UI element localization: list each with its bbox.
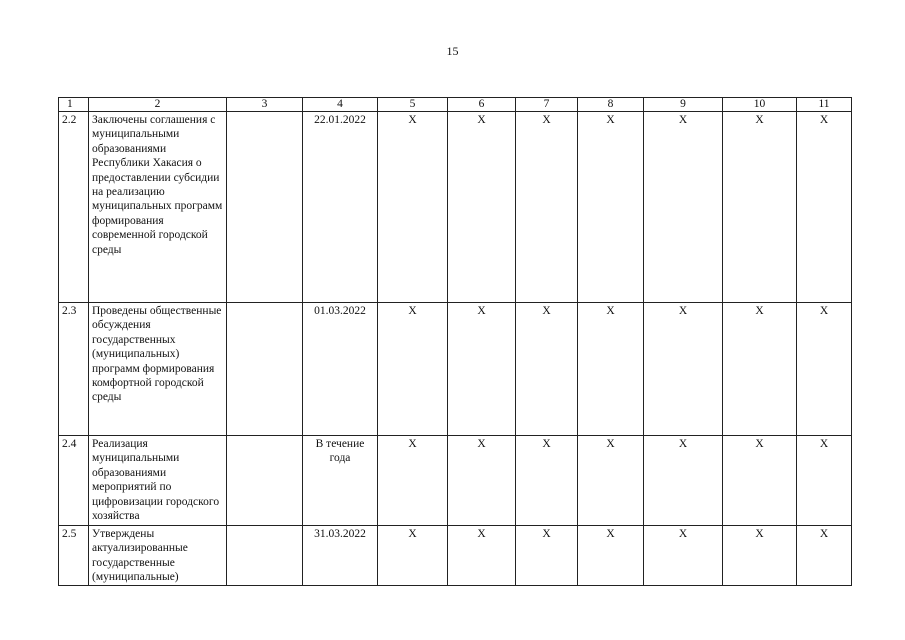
row-mark: Х xyxy=(644,303,723,436)
row-col3 xyxy=(227,526,303,586)
row-col3 xyxy=(227,303,303,436)
row-mark: Х xyxy=(644,436,723,526)
header-cell: 6 xyxy=(448,98,516,112)
header-cell: 9 xyxy=(644,98,723,112)
row-mark: Х xyxy=(723,112,797,303)
row-name: Проведены общественные обсуждения государственных (муниципальных) программ формирования комфортной городской среды xyxy=(89,303,227,436)
row-mark: Х xyxy=(644,526,723,586)
row-mark: Х xyxy=(578,526,644,586)
row-mark: Х xyxy=(723,436,797,526)
table-row xyxy=(59,112,852,303)
row-mark: Х xyxy=(378,526,448,586)
row-mark: Х xyxy=(516,526,578,586)
row-number: 2.4 xyxy=(59,436,89,526)
table-row xyxy=(59,526,852,586)
row-date: 22.01.2022 xyxy=(303,112,378,303)
row-mark: Х xyxy=(723,303,797,436)
table-row xyxy=(59,303,852,436)
row-name: Заключены соглашения с муниципальными образованиями Республики Хакасия о предоставлении субсидии на реализацию муниципальных программ формирования современной городской среды xyxy=(89,112,227,303)
row-name: Утверждены актуализированные государственные (муниципальные) xyxy=(89,526,227,586)
row-date: В течение года xyxy=(303,436,378,526)
plan-table xyxy=(58,97,852,586)
row-mark: Х xyxy=(578,436,644,526)
header-cell: 2 xyxy=(89,98,227,112)
row-mark: Х xyxy=(448,112,516,303)
row-mark: Х xyxy=(516,112,578,303)
row-mark: Х xyxy=(723,526,797,586)
header-cell: 11 xyxy=(797,98,852,112)
row-mark: Х xyxy=(797,303,852,436)
table-row xyxy=(59,436,852,526)
row-mark: Х xyxy=(448,526,516,586)
row-mark: Х xyxy=(797,436,852,526)
row-mark: Х xyxy=(378,112,448,303)
row-number: 2.3 xyxy=(59,303,89,436)
row-mark: Х xyxy=(448,303,516,436)
row-mark: Х xyxy=(797,112,852,303)
row-mark: Х xyxy=(378,436,448,526)
header-cell: 8 xyxy=(578,98,644,112)
row-date: 31.03.2022 xyxy=(303,526,378,586)
row-mark: Х xyxy=(797,526,852,586)
header-cell: 10 xyxy=(723,98,797,112)
row-mark: Х xyxy=(516,436,578,526)
row-col3 xyxy=(227,436,303,526)
row-mark: Х xyxy=(578,112,644,303)
row-number: 2.5 xyxy=(59,526,89,586)
header-cell: 5 xyxy=(378,98,448,112)
header-cell: 4 xyxy=(303,98,378,112)
row-mark: Х xyxy=(378,303,448,436)
header-cell: 7 xyxy=(516,98,578,112)
row-mark: Х xyxy=(578,303,644,436)
page-number: 15 xyxy=(446,44,459,58)
row-date: 01.03.2022 xyxy=(303,303,378,436)
row-mark: Х xyxy=(644,112,723,303)
row-name: Реализация муниципальными образованиями мероприятий по цифровизации городского хозяйства xyxy=(89,436,227,526)
header-cell: 1 xyxy=(59,98,89,112)
row-col3 xyxy=(227,112,303,303)
row-mark: Х xyxy=(448,436,516,526)
row-mark: Х xyxy=(516,303,578,436)
table-header-row xyxy=(59,98,852,112)
row-number: 2.2 xyxy=(59,112,89,303)
header-cell: 3 xyxy=(227,98,303,112)
